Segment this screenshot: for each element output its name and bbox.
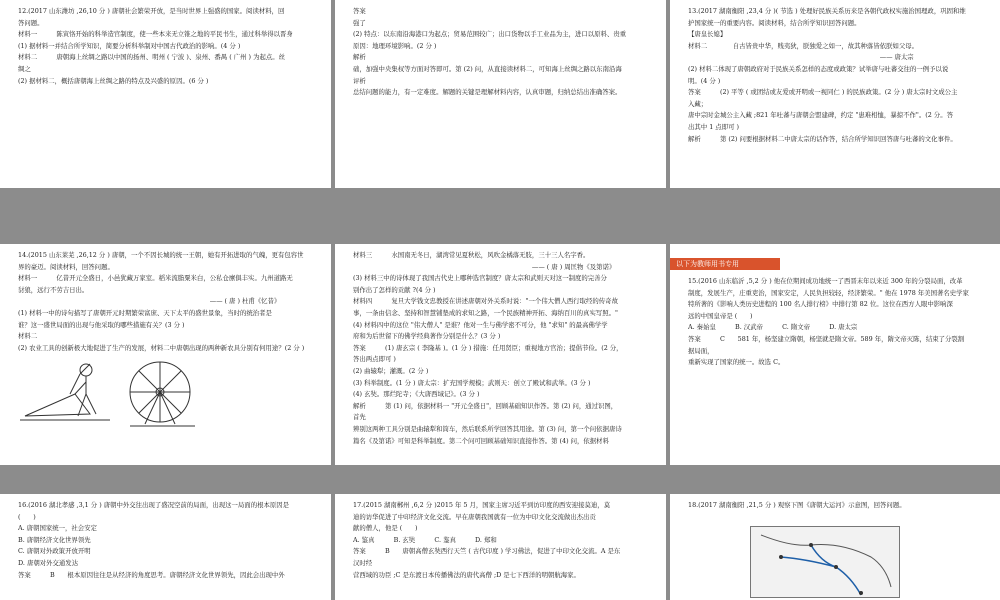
text-line: 解析 第 (1) 问，依据材料一 "开元全盛日"，回顾基础知识作答。第 (2) 问，通过识图， bbox=[353, 401, 618, 410]
text-line: 材料二 唐朝海上丝绸之路以中国的扬州、明州 ( 宁波 )、泉州、番禺 ( 广州 ) 为起点。丝 bbox=[18, 53, 286, 62]
text-line: 入藏； bbox=[688, 99, 708, 108]
text-line: 迪的访华促进了中印经济文化交流。早在唐朝我国就有一位为中印文化交流做出杰出贡 bbox=[353, 512, 596, 521]
text-line: 汉时经 bbox=[353, 558, 373, 567]
text-line: 答案 B 根本原因往往是从经济的角度思考。唐朝经济文化世界领先，因此会出现中外 bbox=[18, 570, 285, 579]
text-line: 篇名《及第诺》可知是科举制度。第二个问可回顾基础知识直接作答。第 (4) 问，依据材料 bbox=[353, 436, 609, 445]
text-line: 别作出了怎样的贡献 ?(4 分 ) bbox=[353, 285, 436, 294]
page-1 bbox=[0, 0, 331, 188]
text-line: (1) 材料一中的诗句描写了唐朝开元时期繁荣富庶、天下太平的盛世景象，当时的统治者是 bbox=[18, 308, 272, 317]
text-line: 出其中 1 点即可 ) bbox=[688, 122, 739, 131]
text-line: 材料四 复旦大学钱文忠教授在讲述唐朝对外关系时说："一个伟大僧人西行取经的传奇故 bbox=[353, 297, 618, 306]
text-line: 材料三 水国南无冬日，湖湾常见夏秋松，风吹金橘落无肢，三十三人名字香。 bbox=[353, 251, 590, 259]
text-line: (3) 材料三中的诗体现了我国古代史上哪种选官制度？唐太宗和武则天对这一制度的完善分 bbox=[353, 274, 607, 283]
text-line: 唐中宗时金城公主入藏 ;821 年吐蕃与唐朝会盟建碑，约定 "患难相恤，暴掠不作"。(2 分。答 bbox=[688, 111, 953, 120]
text-line: 解析 第 (2) 问要根据材料二中唐太宗的话作答，结合所学知识回答唐与吐蕃的文化事件。 bbox=[688, 134, 957, 143]
text-line: 绸之 bbox=[18, 64, 31, 73]
text-line: B. 唐朝经济文化世界领先 bbox=[18, 535, 91, 544]
text-line: 原因：地理环境影响。(2 分 ) bbox=[353, 41, 437, 50]
text-line: (1) 据材料一并结合所学知识，简要分析科举制对中国古代政治的影响。(4 分 ) bbox=[18, 41, 241, 50]
text-line: 【唐皇长媳】 bbox=[688, 30, 727, 39]
text-line: A. 鉴真 B. 玄奘 C. 鉴真 D. 郑和 bbox=[353, 535, 497, 544]
text-line: 材料一 亿昔开元全盛日，小邑犹藏万家室。稻米流脂粟米白，公私仓廪俱丰实。九州道路无 bbox=[18, 274, 293, 283]
page-7 bbox=[0, 494, 331, 600]
text-line: 评析 bbox=[353, 76, 366, 85]
text-line: (4) 材料四中的这位 "伟大僧人" 是谁？他对一生与佛学密不可分，他 "求知" 的最高佛学学 bbox=[353, 320, 608, 329]
page-2 bbox=[335, 0, 666, 188]
text-line: 答案 (1) 唐玄宗 ( 李隆基 )。(1 分 ) 措施：任用贤臣；重视地方官治；提倡节俭。(2 分， bbox=[353, 343, 623, 352]
page-8 bbox=[335, 494, 666, 600]
text-line: 强了 bbox=[353, 18, 366, 27]
text-line: 17.(2015 湖南郴州 ,6,2 分 )2015 年 5 月，国家主席习近平到访印度的西安迎接莫迪，莫 bbox=[353, 501, 611, 509]
teacher-edition-banner: 以下为教师用书专用 bbox=[670, 258, 780, 270]
grand-canal-map bbox=[750, 526, 900, 598]
page-6 bbox=[670, 244, 1000, 465]
text-line: 材料二 自古皆贵中华，贱夷狄，朕独爱之如一，故其种落皆依朕如父母。 bbox=[688, 41, 919, 50]
text-line: (2) 农业工具的创新极大地促进了生产的发展，材料二中唐朝出现的两种新农具分别有何用途？(2 分 ) bbox=[18, 343, 305, 352]
text-line: 14.(2015 山东莱芜 ,26,12 分 ) 唐朝，一个不因长城的统一王朝，她有开拓进取的气魄，更有包容世 bbox=[18, 251, 304, 259]
text-line: A. 秦始皇 B. 汉武帝 C. 隋文帝 D. 唐太宗 bbox=[688, 323, 858, 332]
text-line: 据局面， bbox=[688, 346, 714, 355]
text-line: 界的豪迈。阅读材料，回答问题。 bbox=[18, 262, 114, 271]
text-line: 总结问题的能力，有一定难度。解题的关键是理解材料内容，认真审题，归纳总结出准确答案。 bbox=[353, 88, 622, 97]
text-line: (2) 曲辕犁；灌溉。(2 分 ) bbox=[353, 366, 429, 375]
page-9 bbox=[670, 494, 1000, 600]
grand-canal-map-drawing bbox=[751, 527, 901, 599]
plough-and-waterwheel-illustration bbox=[20, 354, 200, 434]
text-line: 事，一条由信念、坚持和智慧铺垫成的求知之路，一个民族精神开拓、海纳百川的真实写照。" bbox=[353, 308, 618, 317]
text-line: 答案 (2) 平等 ( 或团结或友爱或开明或一视同仁 ) 的民族政策。(2 分 ) 唐太宗时文成公主 bbox=[688, 88, 958, 97]
text-line: 远的中国皇帝是 ( ) bbox=[688, 311, 753, 320]
text-line: 解析 bbox=[353, 53, 366, 62]
text-line: A. 唐朝国家统一，社会安定 bbox=[18, 524, 97, 533]
text-line: ( ) bbox=[18, 512, 36, 521]
text-line: 营西域的功臣 ;C 是东渡日本传播佛法的唐代高僧 ;D 是七下西洋的明朝航海家。 bbox=[353, 570, 580, 579]
text-line: —— ( 唐 ) 周匡物《及第诺》 bbox=[353, 262, 616, 271]
text-line: D. 唐朝对外交通发达 bbox=[18, 558, 79, 567]
text-line: (2) 材料二体现了唐朝政府对于民族关系怎样的态度或政策？试举唐与吐蕃交往的一例予以说 bbox=[688, 64, 949, 73]
text-line: 答案 B 唐朝高僧玄奘西行天竺 ( 古代印度 ) 学习佛法，促进了中印文化交流。A 是东 bbox=[353, 547, 621, 556]
text-line: C. 唐朝对外政策开放开明 bbox=[18, 547, 91, 556]
page-3 bbox=[670, 0, 1000, 188]
text-line: 特所著的《影响人类历史进程的 100 名人排行榜》中排行第 82 位。这位在西方人眼中影响深 bbox=[688, 300, 953, 309]
text-line: 18.(2017 湖南衡阳 ,21,5 分 ) 观察下图《唐朝大运河》示意图，回答问题。 bbox=[688, 501, 906, 509]
text-line: 献的僧人，他是 ( ) bbox=[353, 524, 418, 533]
text-line: 答问题。 bbox=[18, 18, 44, 27]
text-line: 明。(4 分 ) bbox=[688, 76, 721, 85]
text-line: 答案 C 581 年，杨坚建立隋朝，杨坚就是隋文帝。589 年，隋文帝灭陈，结束了分裂割 bbox=[688, 334, 965, 343]
text-line: 16.(2016 湖北孝感 ,3,1 分 ) 唐朝中外交往出现了盛况空前的局面，出现这一局面的根本原因是 bbox=[18, 501, 290, 509]
page-5 bbox=[335, 244, 666, 465]
text-line: 豺狼，远行不劳吉日出。 bbox=[18, 285, 89, 294]
text-line: —— 唐太宗 bbox=[688, 53, 914, 62]
text-line: 首先 bbox=[353, 413, 366, 422]
text-line: (2) 据材料二，概括唐朝海上丝绸之路的特点及兴盛的原因。(6 分 ) bbox=[18, 76, 209, 85]
text-line: (2) 特点：以东南沿海港口为起点；贸易范围较广；出口货物以手工业品为主，进口以原料、贵重 bbox=[353, 30, 627, 39]
text-line: 13.(2017 湖南衡阳 ,23,4 分 )( 节选 ) 处理好民族关系历来是各朝代政权实施治国理政，巩固和维 bbox=[688, 7, 966, 15]
text-line: 谁？这一盛世局面的出现与他采取的哪些措施有关？(3 分 ) bbox=[18, 320, 185, 329]
text-line: 护国家统一的重要内容。阅读材料，结合所学知识回答问题。 bbox=[688, 18, 861, 27]
text-line: 材料二 bbox=[18, 332, 38, 341]
text-line: (3) 科举制度。(1 分 ) 唐太宗：扩充国学规模；武则天：创立了殿试和武举。(3 分 ) bbox=[353, 378, 591, 387]
text-line: 答出两点即可 ) bbox=[353, 355, 396, 364]
text-line: (4) 玄奘。那烂陀寺；《大唐西域记》。(3 分 ) bbox=[353, 390, 480, 399]
text-line: 础，加强中央集权等方面对答即可。第 (2) 问，从直接读材料二，可知海上丝绸之路以东南沿海 bbox=[353, 64, 622, 73]
text-line: 材料一 陈寅恪开始的科举造官制度，使一些本来无立锥之地的平民书生，通过科举得以晋身 bbox=[18, 30, 293, 39]
text-line: 重新实现了国家的统一。故选 C。 bbox=[688, 358, 785, 367]
text-line: 15.(2016 山东临沂 ,5,2 分 ) 他在位期间成功地统一了西晋末年以来近 300 年的分裂局面，改革 bbox=[688, 277, 963, 285]
text-line: 12.(2017 山东潍坊 ,26,10 分 ) 唐朝社会繁荣开放，是当时世界上强盛的国家。阅读材料，回 bbox=[18, 7, 285, 15]
text-line: 辨别这两种工具分别是曲辕犁和筒车，然后联系所学回答其用途。第 (3) 问，第一个问依据唐诗 bbox=[353, 424, 622, 433]
text-line: —— ( 唐 ) 杜甫《忆昔》 bbox=[18, 297, 281, 306]
text-line: 制度，发展生产，庄重吏治，国家安定，人民负担较轻，经济繁荣。" 他在 1978 年美国著名史学家 bbox=[688, 288, 969, 297]
text-line: 府和为后世留下的佛学经典著作分别是什么？(3 分 ) bbox=[353, 332, 501, 341]
text-line: 答案 bbox=[353, 7, 366, 15]
page-4 bbox=[0, 244, 331, 465]
